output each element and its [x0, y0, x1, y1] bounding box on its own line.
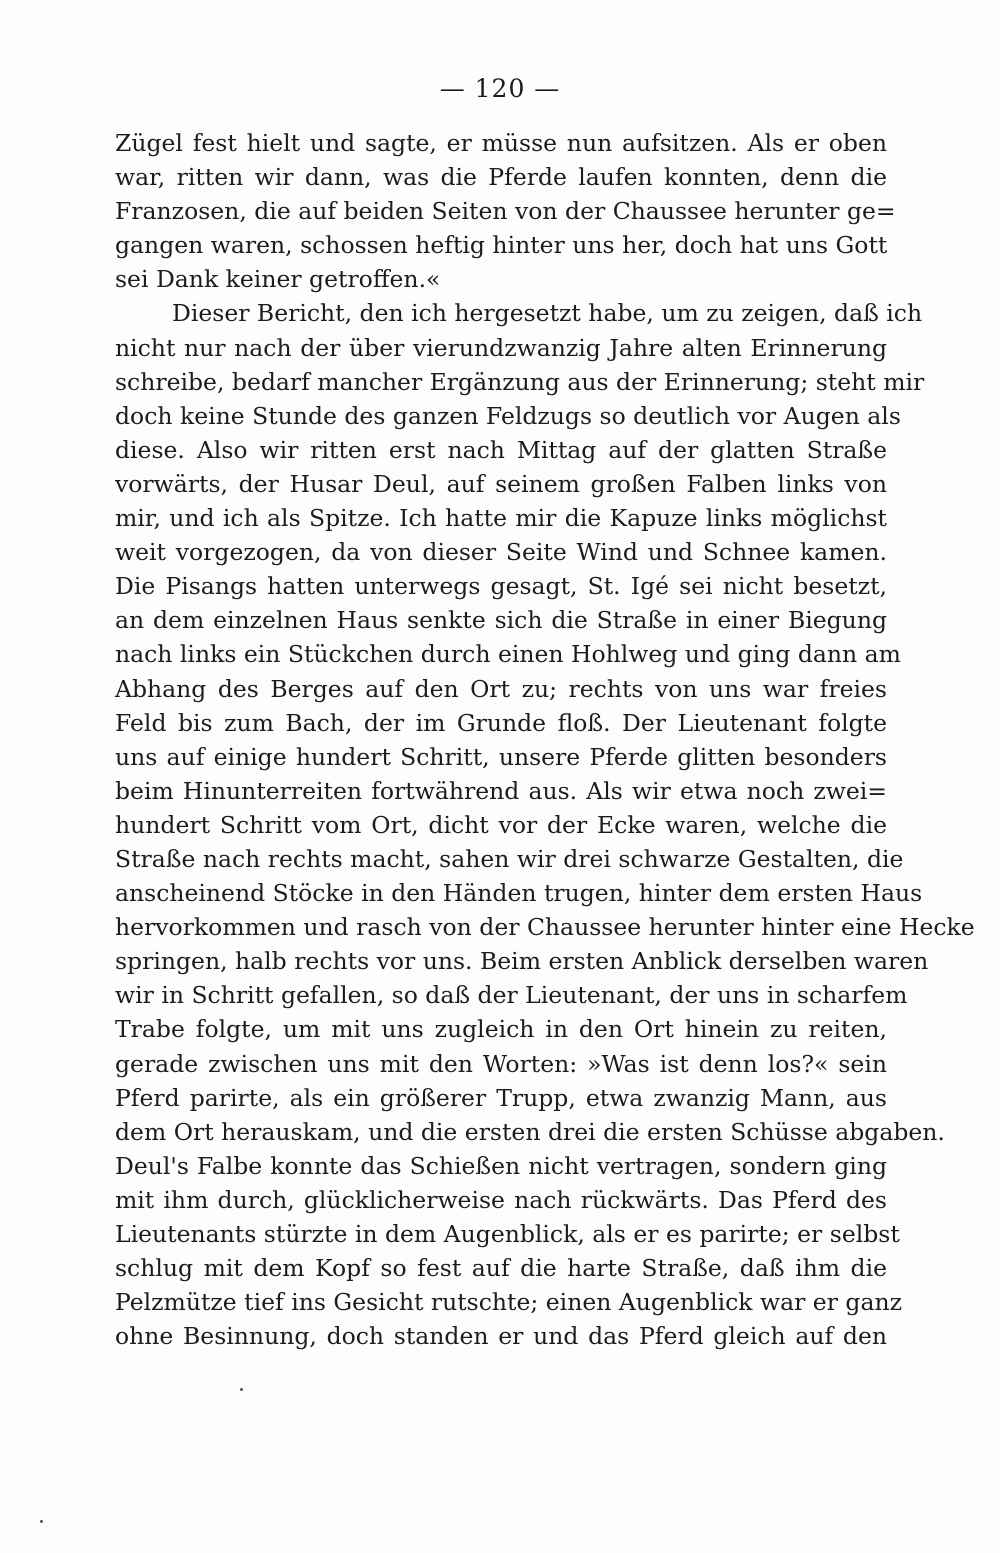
text-line: mit ihm durch, glücklicherweise nach rückwärts. Das Pferd des [115, 1185, 887, 1214]
text-line: anscheinend Stöcke in den Händen trugen, hinter dem ersten Haus [115, 879, 923, 908]
text-line: nach links ein Stückchen durch einen Hohlweg und ging dann am [115, 640, 901, 669]
text-line: Zügel fest hielt und sagte, er müsse nun aufsitzen. Als er oben [115, 129, 887, 157]
text-line: schreibe, bedarf mancher Ergänzung aus der Erinnerung; steht mir [115, 367, 925, 396]
text-line: an dem einzelnen Haus senkte sich die Straße in einer Biegung [115, 606, 887, 635]
text-line: vorwärts, der Husar Deul, auf seinem großen Falben links von [115, 469, 887, 498]
paper-speck [40, 1520, 43, 1523]
text-line: Feld bis zum Bach, der im Grunde floß. Der Lieutenant folgte [115, 708, 887, 737]
text-line: gangen waren, schossen heftig hinter uns her, doch hat uns Gott [115, 231, 888, 260]
text-line: sei Dank keiner getroffen.« [115, 265, 441, 294]
text-line: weit vorgezogen, da von dieser Seite Wind und Schnee kamen. [115, 538, 887, 567]
text-line: nicht nur nach der über vierundzwanzig Jahre alten Erinnerung [115, 333, 887, 362]
text-line: Deul's Falbe konnte das Schießen nicht vertragen, sondern ging [115, 1151, 887, 1180]
paragraph [115, 296, 975, 1353]
text-line: gerade zwischen uns mit den Worten: »Was ist denn los?« sein [115, 1049, 887, 1078]
text-line: Pelzmütze tief ins Gesicht rutschte; einen Augenblick war er ganz [115, 1288, 902, 1317]
text-line: mir, und ich als Spitze. Ich hatte mir die Kapuze links möglichst [115, 504, 887, 533]
text-line: diese. Also wir ritten erst nach Mittag auf der glatten Straße [115, 435, 887, 464]
text-line: Straße nach rechts macht, sahen wir drei schwarze Gestalten, die [115, 844, 904, 873]
text-line: ohne Besinnung, doch standen er und das Pferd gleich auf den [115, 1322, 887, 1351]
text-line: beim Hinunterreiten fortwährend aus. Als wir etwa noch zwei= [115, 776, 887, 805]
text-line: war, ritten wir dann, was die Pferde laufen konnten, denn die [115, 163, 887, 192]
text-line: doch keine Stunde des ganzen Feldzugs so deutlich vor Augen als [115, 401, 901, 430]
body-text [115, 126, 975, 1353]
text-line: wir in Schritt gefallen, so daß der Lieutenant, der uns in scharfem [115, 981, 908, 1010]
page-number: — 120 — [439, 74, 561, 103]
text-line: springen, halb rechts vor uns. Beim ersten Anblick derselben waren [115, 947, 929, 976]
text-line: uns auf einige hundert Schritt, unsere Pferde glitten besonders [115, 742, 887, 771]
text-line: Dieser Bericht, den ich hergesetzt habe, um zu zeigen, daß ich [172, 299, 923, 328]
paper-speck [240, 1388, 243, 1391]
text-line: schlug mit dem Kopf so fest auf die harte Straße, daß ihm die [115, 1254, 887, 1283]
text-line: hundert Schritt vom Ort, dicht vor der Ecke waren, welche die [115, 810, 887, 839]
text-line: Abhang des Berges auf den Ort zu; rechts von uns war freies [115, 674, 887, 703]
text-line: Franzosen, die auf beiden Seiten von der Chaussee herunter ge= [115, 197, 896, 226]
text-line: dem Ort herauskam, und die ersten drei die ersten Schüsse abgaben. [115, 1117, 945, 1146]
text-line: Pferd parirte, als ein größerer Trupp, etwa zwanzig Mann, aus [115, 1083, 887, 1112]
text-line: hervorkommen und rasch von der Chaussee herunter hinter eine Hecke [115, 913, 975, 942]
text-line: Trabe folgte, um mit uns zugleich in den Ort hinein zu reiten, [115, 1015, 887, 1044]
text-line: Lieutenants stürzte in dem Augenblick, als er es parirte; er selbst [115, 1220, 900, 1248]
text-line: Die Pisangs hatten unterwegs gesagt, St. Igé sei nicht besetzt, [115, 572, 887, 601]
paragraph [115, 126, 896, 296]
